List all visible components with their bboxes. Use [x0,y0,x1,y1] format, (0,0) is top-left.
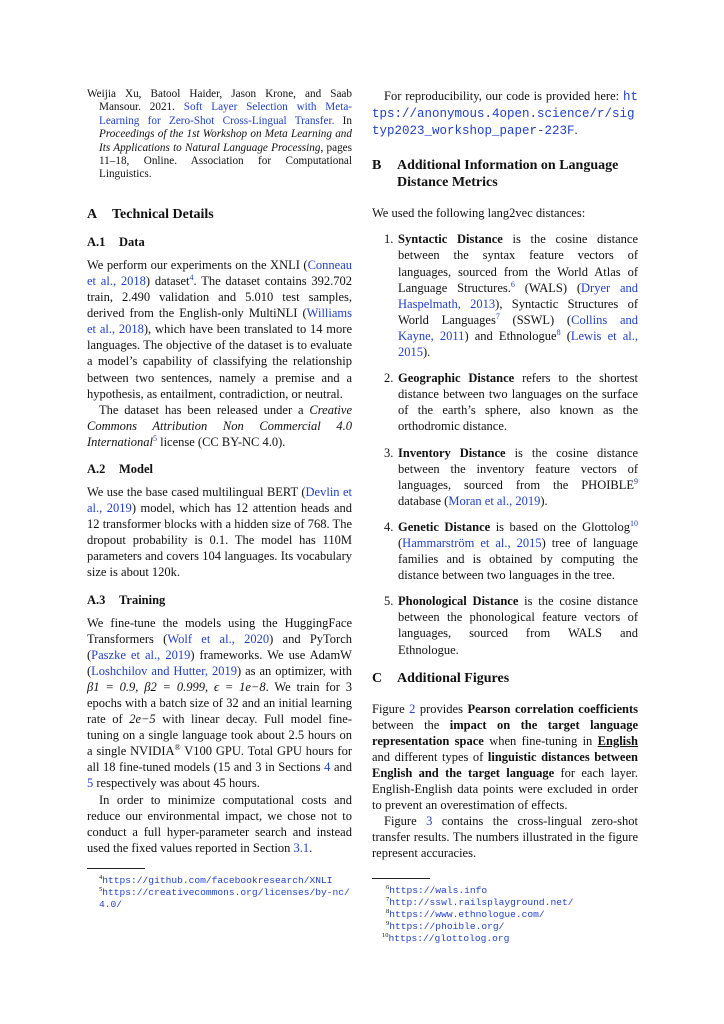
inventory-distance-term: Inventory Distance [398,445,506,460]
footnote-6-url[interactable]: https://wals.info [389,884,488,896]
footnote-8-url[interactable]: https://www.ethnologue.com/ [389,908,545,920]
subsection-a3-title: Training [119,592,166,607]
subsection-a3-heading [87,592,352,608]
left-column [87,88,352,912]
section-b-heading [372,157,638,191]
c-paragraph-2: Figure 3 contains the cross-lingual zero-shot transfer results. The numbers illustrated in the figure represent accuracies. [372,814,638,861]
subsection-a3-number: A.3 [87,592,106,607]
section-ref-4[interactable]: 4 [324,760,331,775]
right-footnotes [372,885,638,946]
section-ref-5[interactable]: 5 [87,776,94,791]
left-footnotes [87,875,352,912]
cite-lewis[interactable]: Lewis et al., 2015 [398,328,638,360]
cite-dryer[interactable]: Dryer and Haspelmath, 2013 [398,280,638,311]
footnote-ref-5[interactable]: 5 [152,433,157,443]
list-item: 5. Phonological Distance is the cosine distance between the phonological feature vectors of languages, sourced from WALS and Ethnologue. [384,594,638,657]
subsection-a1-title: Data [119,234,145,249]
cite-paszke[interactable]: Paszke et al., 2019 [91,647,191,662]
cite-collins[interactable]: Collins and Kayne, 2011 [398,312,639,343]
metrics-intro: We used the following lang2vec distances: [372,206,586,221]
section-a-number: A [87,206,98,222]
footnote-5: $^5$https://creativecommons.org/licenses/by-nc/4.0/ [99,886,350,911]
footnote-ref-10[interactable]: 10 [630,518,638,528]
subsection-a1-number: A.1 [87,234,106,249]
a3-paragraph-1: We fine-tune the models using the HuggingFace Transformers (Wolf et al., 2020) and PyTorch (Paszke et al., 2019) frameworks. We use AdamW (Loshchilov and Hutter, 2019) as an optimizer, with β1 = 0.9, β2 = 0.999, ϵ = 1e−8. We train for 3 epochs with a batch size of 32 and an initial learning rate of 2e−5 with linear decay. Full model fine-tuning on a single language took about 2.5 hours on a single NVIDIA® V100 GPU. Total GPU hours for all 18 fine-tuned models (15 and 3 in Sections 4 and 5 respectively was about 45 hours. [87,615,353,791]
geographic-distance-term: Geographic Distance [398,371,515,386]
section-c-title: Additional Figures [397,670,510,686]
footnote-8: $^8$https://www.ethnologue.com/ [386,907,545,920]
cite-williams[interactable]: Williams et al., 2018 [87,306,352,337]
cite-moran[interactable]: Moran et al., 2019 [448,493,541,508]
list-item: 4. Genetic Distance is based on the Glottolog$^{10}$ (Hammarström et al., 2015) tree of language families and is obtained by computing the distance between two languages in the tree. [384,518,638,583]
syntactic-distance-term: Syntactic Distance [398,232,503,247]
subsection-a2-title: Model [119,461,154,476]
footnote-10-url[interactable]: https://glottolog.org [388,933,510,945]
list-item: 3. Inventory Distance is the cosine distance between the inventory feature vectors of languages, sourced from the PHOIBLE$^9$ database (Moran et al., 2019). [384,445,639,508]
footnote-7: $^7$http://sswl.railsplayground.net/ [386,895,574,908]
section-a-title: Technical Details [112,206,214,222]
footnote-ref-7[interactable]: 7 [495,311,500,321]
cite-hammarstrom[interactable]: Hammarström et al., 2015 [402,535,542,550]
footnote-rule [372,878,430,879]
footnote-7-url[interactable]: http://sswl.railsplayground.net/ [389,896,574,908]
distance-metrics-list [372,231,638,657]
reproducibility-paragraph: For reproducibility, our code is provided here: https://anonymous.4open.science/r/sigtyp2023_workshop_paper-223F. [372,89,638,139]
section-b-title: Additional Information on Language Distance Metrics [397,158,619,191]
reference-title-link[interactable]: Soft Layer Selection with Meta-Learning for Zero-Shot Cross-Lingual Transfer. [99,101,353,127]
cite-wolf[interactable]: Wolf et al., 2020 [167,631,270,646]
a1-paragraph-2: The dataset has been released under a Creative Commons Attribution Non Commercial 4.0 International$^5$ license (CC BY-NC 4.0). [87,402,352,449]
a3-paragraph-2: In order to minimize computational costs and reduce our environmental impact, we chose not to conduct a full hyper-parameter search and instead used the fixed values reported in Section 3.1. [87,792,352,855]
footnote-6: $^6$https://wals.info [386,883,488,896]
footnote-rule [87,868,145,869]
footnote-ref-6[interactable]: 6 [510,279,515,289]
a1-paragraph-1: We perform our experiments on the XNLI (Conneau et al., 2018) dataset$^4$. The dataset contains 392.702 train, 2.490 validation and 5.010 test samples, derived from the English-only MultiNLI (Williams et al., 2018), which have been translated to 14 more languages. The objective of the dataset is to evaluate a model’s capability of classifying the relationship between two sentences, namely a premise and a hypothesis, as entailment, contradiction, or neutral. [87,257,352,401]
section-c-heading [372,670,638,687]
reference-venue: Proceedings of the 1st Workshop on Meta Learning and Its Applications to Natural Language Processing [99,128,352,154]
reference-venue-prefix: In [342,114,352,127]
footnote-4-url[interactable]: https://github.com/facebookresearch/XNLI [102,874,333,886]
footnote-5-url[interactable]: https://creativecommons.org/licenses/by-nc/4.0/ [99,887,350,911]
figure-ref-2[interactable]: 2 [409,701,416,716]
footnote-10: $^{10}$https://glottolog.org [382,932,510,945]
list-item: 1. Syntactic Distance is the cosine distance between the syntax feature vectors of languages, sourced from the World Atlas of Language Structures.$^6$ (WALS) (Dryer and Haspelmath, 2013), Syntactic Structures of World Languages$^7$ (SSWL) (Collins and Kayne, 2011) and Ethnologue$^8$ (Lewis et al., 2015). [384,232,639,360]
reference-venue-suffix: , pages 11–18, Online. Association for Computational Linguistics. [99,141,352,181]
footnote-4: $^4$https://github.com/facebookresearch/XNLI [99,873,333,886]
list-item: 2. Geographic Distance refers to the shortest distance between two languages on the surface of the earth’s sphere, also known as the orthodromic distance. [384,371,639,434]
c-paragraph-1: Figure 2 provides Pearson correlation coefficients between the impact on the target language representation space when fine-tuning in English and different types of linguistic distances between English and the target language for each layer. English-English data points were excluded in order to prevent an overestimation of effects. [372,701,638,813]
cite-loshchilov[interactable]: Loshchilov and Hutter, 2019 [91,663,237,678]
code-repo-link[interactable]: https://anonymous.4open.science/r/sigtyp2023_workshop_paper-223F [372,90,638,139]
hyperparams-math: β1 = 0.9, β2 = 0.999, ϵ = 1e−8 [87,679,266,694]
subsection-a2-heading [87,461,352,477]
learning-rate-math: 2e−5 [129,712,156,727]
section-a-heading [87,206,352,223]
footnote-ref-4[interactable]: 4 [189,272,194,282]
cite-conneau[interactable]: Conneau et al., 2018 [87,257,352,288]
reference-authors: Weijia Xu, Batool Haider, Jason Krone, and Saab Mansour. 2021. [87,88,352,114]
reference-entry [87,88,352,182]
figure-ref-3[interactable]: 3 [426,814,433,829]
right-column [372,88,638,946]
section-b-number: B [372,158,382,174]
genetic-distance-term: Genetic Distance [398,519,491,534]
a2-paragraph: We use the base cased multilingual BERT (Devlin et al., 2019) model, which has 12 attention heads and 12 transformer blocks with a hidden size of 768. The dropout probability is 0.1. The model has 110M parameters and covers 104 languages. Its vocabulary size is about 120k. [87,484,352,580]
cite-devlin[interactable]: Devlin et al., 2019 [87,484,352,516]
footnote-ref-8[interactable]: 8 [556,327,561,337]
phonological-distance-term: Phonological Distance [398,594,519,609]
footnote-9-url[interactable]: https://phoible.org/ [389,921,505,933]
footnote-ref-9[interactable]: 9 [634,476,638,486]
subsection-a2-number: A.2 [87,461,106,476]
section-c-number: C [372,670,383,686]
subsection-a1-heading [87,234,352,250]
footnote-9: $^9$https://phoible.org/ [386,920,505,933]
section-ref-3-1[interactable]: 3.1 [293,840,310,855]
